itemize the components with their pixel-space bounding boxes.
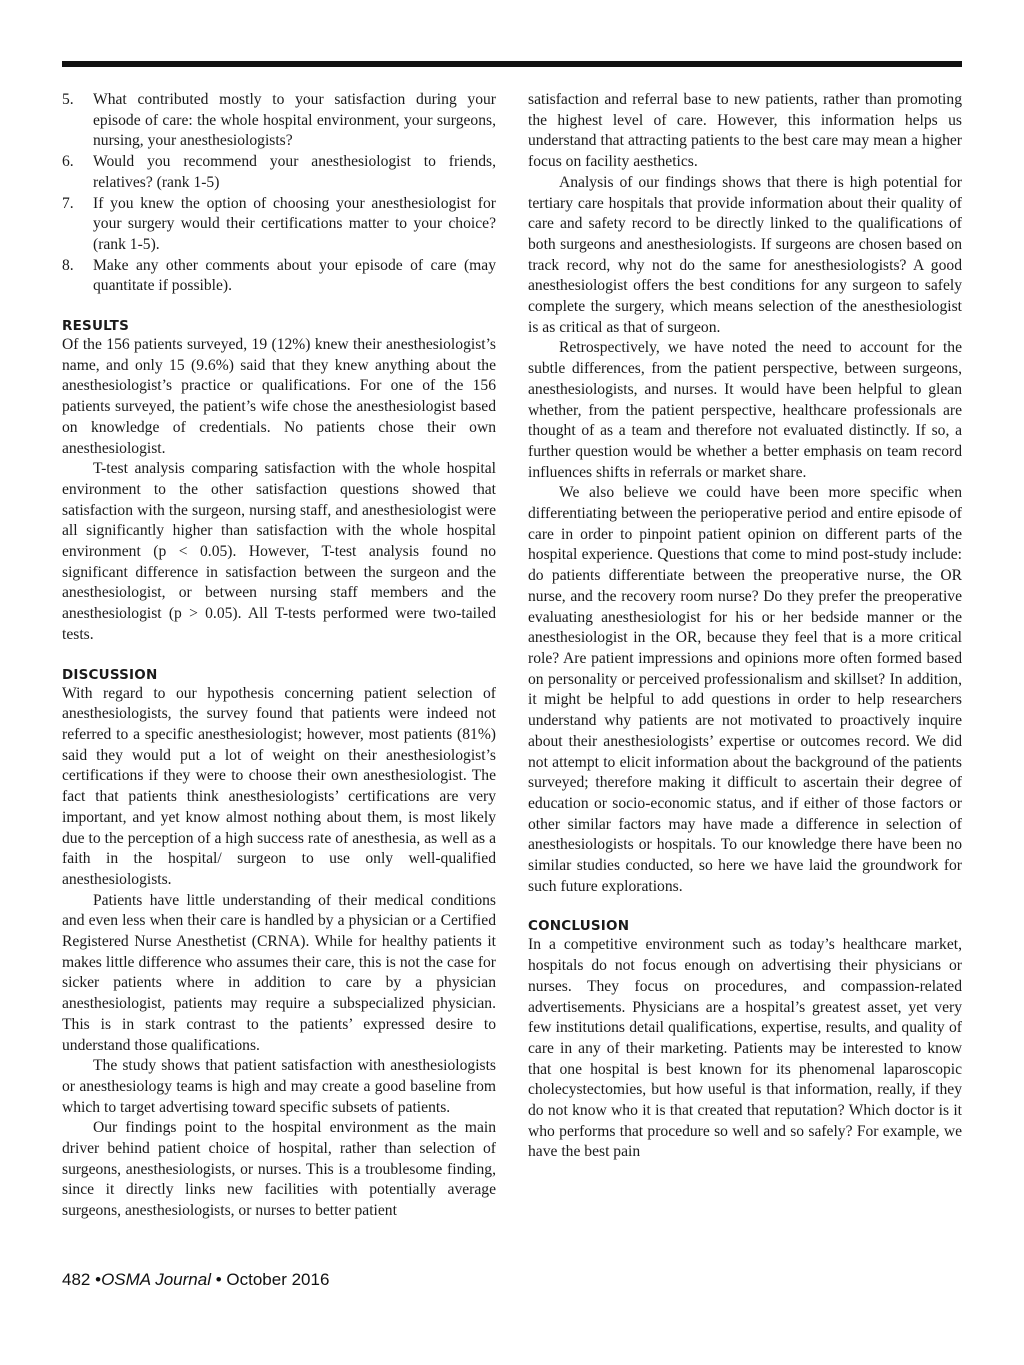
- issue-date: October 2016: [226, 1270, 330, 1289]
- footer-separator: •: [215, 1270, 222, 1289]
- right-column: [528, 90, 962, 1163]
- conclusion-heading: CONCLUSION: [528, 918, 630, 935]
- journal-name: OSMA Journal: [101, 1270, 211, 1289]
- survey-question: 5. What contributed mostly to your satisfaction during your episode of care: the whole hospital environment, your surgeons, nursing, your anesthesiologists?: [62, 91, 496, 150]
- discussion-paragraph: Retrospectively, we have noted the need to account for the subtle differences, from the patient perspective, between surgeons, anesthesiologists, and nurses. It would have been helpful to glean whether, from the patient perspective, healthcare professionals are thought of as a team and therefore not evaluated distinctly. If so, a further question would be whether a better emphasis on team record influences shifts in referrals or market share.: [528, 339, 962, 481]
- discussion-paragraph: With regard to our hypothesis concerning patient selection of anesthesiologists, the survey found that patients were indeed not referred to a specific anesthesiologist; however, most patients (81%) said they would put a lot of weight on their anesthesiologist’s certifications if they were to choose their own anesthesiologist. The fact that patients think anesthesiologists’ certifications are very important, and yet know almost nothing about them, is most likely due to the perception of a high success rate of anesthesia, as well as a faith in the hospital/ surgeon to use only well-qualified anesthesiologists.: [62, 684, 496, 888]
- discussion-paragraph: We also believe we could have been more specific when differentiating between the perioperative period and entire episode of care in order to pinpoint patient opinion on different parts of the hospital experience. Questions that come to mind post-study include: do patients differentiate between the preoperative nurse, the OR nurse, and the recovery room nurse? Do they prefer the preoperative evaluating anesthesiologist for his or her bedside manner or the anesthesiologist in the OR, because they feel that is a more critical role? Are patient impressions and opinions more often formed based on personality or perceived professionalism and skillset? In addition, it might be helpful to add questions in order to help researchers understand why patients are not motivated to proactively inquire about their anesthesiologists’ expertise or outcomes record. We did not attempt to elicit information about the background of the patients surveyed; therefore making it difficult to ascertain their degree of education or socio-economic status, and if either of those factors or other similar factors may have made a difference in selection of anesthesiologists or hospitals. To our knowledge there have been no similar studies conducted, so here we have laid the groundwork for such future explorations.: [528, 484, 962, 895]
- survey-question: 8. Make any other comments about your episode of care (may quantitate if possible).: [62, 256, 496, 295]
- page-footer: [62, 1270, 329, 1290]
- results-heading: RESULTS: [62, 318, 130, 335]
- footer-separator: •: [95, 1270, 102, 1289]
- discussion-paragraph: The study shows that patient satisfaction with anesthesiologists or anesthesiology teams is high and may create a good baseline from which to target advertising toward specific subsets of patients.: [62, 1057, 496, 1116]
- discussion-paragraph: Patients have little understanding of their medical conditions and even less when their care is handled by a physician or a Certified Registered Nurse Anesthetist (CRNA). While for healthy patients it makes little difference who assumes their care, this is not the case for sicker patients where in addition to care by a physician anesthesiologist, patients may require a subspecialized physician. This is in stark contrast to the patients’ expressed desire to understand those qualifications.: [62, 891, 496, 1054]
- survey-question: 6. Would you recommend your anesthesiologist to friends, relatives? (rank 1-5): [62, 153, 496, 191]
- conclusion-paragraph: In a competitive environment such as today’s healthcare market, hospitals do not focus enough on advertising their physicians or nurses. They focus on procedures, and compassion-related advertisements. Physicians are a hospital’s greatest asset, yet very few institutions detail qualifications, expertise, results, and quality of care in any of their marketing. Patients may be interested to know that one hospital is best known for its phenomenal laparoscopic cholecystectomies, but how useful is that information, really, if they do not know who it is that created that reputation? Which doctor is it who performs that procedure so well and so safely? For example, we have the best pain: [528, 936, 962, 1161]
- discussion-paragraph: Analysis of our findings shows that there is high potential for tertiary care hospitals that provide information about their quality of care and safety record to be directly linked to the qualifications of both surgeons and anesthesiologists. If surgeons are chosen based on track record, why not do the same for anesthesiologists? A good anesthesiologist offers the best conditions for any surgeon to safely complete the surgery, which means selection of the anesthesiologist is as critical as that of surgeon.: [528, 173, 962, 336]
- discussion-heading: DISCUSSION: [62, 666, 158, 683]
- left-column: [62, 90, 496, 1222]
- top-rule: [62, 61, 962, 67]
- results-paragraph: Of the 156 patients surveyed, 19 (12%) knew their anesthesiologist’s name, and only 15 (9.6%) said that they knew anything about the anesthesiologist’s practice or qualifications. For one of the 156 patients surveyed, the patient’s wife chose the anesthesiologist based on knowledge of credentials. No patients chose their own anesthesiologist.: [62, 336, 496, 457]
- results-paragraph: T-test analysis comparing satisfaction with the whole hospital environment to the other satisfaction questions showed that satisfaction with the surgeon, nursing staff, and anesthesiologist were all significantly higher than satisfaction with the whole hospital environment (p < 0.05). However, T-test analysis found no significant difference in satisfaction between the surgeon and the anesthesiologist, or between nursing staff members and the anesthesiologist (p > 0.05). All T-tests performed were two-tailed tests.: [62, 460, 496, 643]
- page-number: 482: [62, 1270, 91, 1289]
- discussion-paragraph: Our findings point to the hospital environment as the main driver behind patient choice of hospital, rather than selection of surgeons, anesthesiologists, or nurses. This is a troublesome finding, since it directly links new facilities with potentially average surgeons, anesthesiologists, or nurses to better patient: [62, 1119, 496, 1220]
- survey-question-list: [62, 90, 496, 297]
- survey-question: 7. If you knew the option of choosing your anesthesiologist for your surgery would their certifications matter to your choice? (rank 1-5).: [62, 194, 496, 253]
- discussion-paragraph: satisfaction and referral base to new patients, rather than promoting the highest level of care. However, this information helps us understand that attracting patients to the best care may mean a higher focus on facility aesthetics.: [528, 91, 962, 171]
